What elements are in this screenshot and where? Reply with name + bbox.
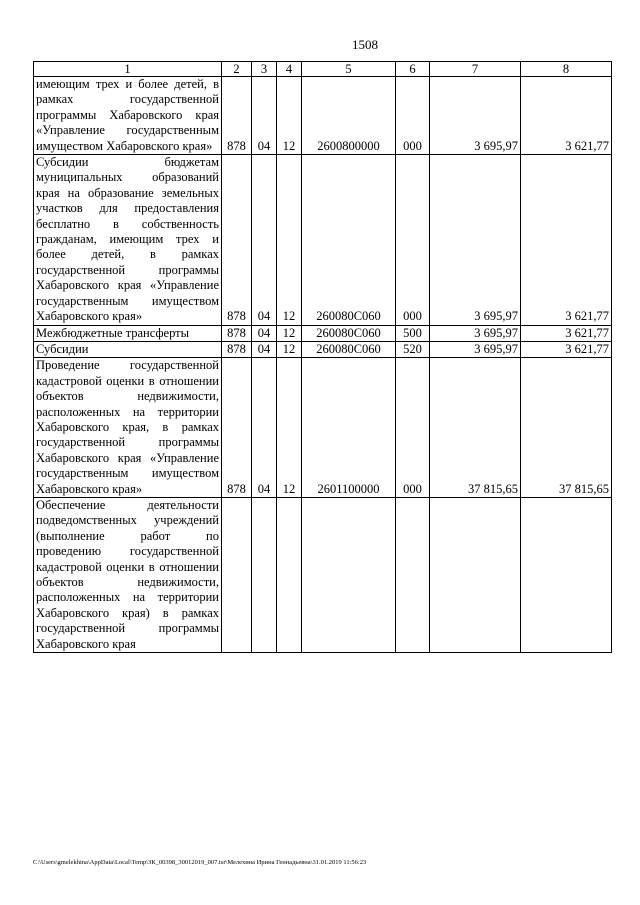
row-target-code: 260080С060: [302, 341, 396, 357]
row-code-section: [252, 497, 277, 652]
row-expense-type: [396, 497, 430, 652]
column-header: 8: [521, 62, 612, 77]
row-target-code: 260080С060: [302, 325, 396, 341]
row-target-code: 260080С060: [302, 155, 396, 325]
row-expense-type: 000: [396, 358, 430, 498]
row-code-subsection: 12: [277, 358, 302, 498]
column-header: 5: [302, 62, 396, 77]
row-target-code: 2601100000: [302, 358, 396, 498]
row-amount-2: 37 815,65: [521, 358, 612, 498]
row-code-subsection: 12: [277, 325, 302, 341]
column-header: 2: [222, 62, 252, 77]
table-row: [34, 325, 612, 341]
row-code-subsection: 12: [277, 77, 302, 155]
row-name: имеющим трех и более детей, в рамках государственной программы Хабаровского края «Управление государственным имуществом Хабаровского края»: [34, 77, 222, 155]
row-code-section: 04: [252, 341, 277, 357]
budget-table: [33, 61, 612, 653]
row-code-subsection: [277, 497, 302, 652]
row-amount-2: 3 621,77: [521, 325, 612, 341]
row-code-ministry: [222, 497, 252, 652]
table-row: [34, 341, 612, 357]
row-name: Субсидии бюджетам муниципальных образований края на образование земельных участков для предоставления бесплатно в собственность гражданам, имеющим трех и более детей, в рамках государственной программы Хабаровского края «Управление государственным имуществом Хабаровского края»: [34, 155, 222, 325]
row-name: Проведение государственной кадастровой оценки в отношении объектов недвижимости, расположенных на территории Хабаровского края, в рамках государственной программы Хабаровского края «Управление государственным имуществом Хабаровского края»: [34, 358, 222, 498]
column-header: 6: [396, 62, 430, 77]
row-amount-2: [521, 497, 612, 652]
row-expense-type: 000: [396, 77, 430, 155]
row-code-ministry: 878: [222, 325, 252, 341]
row-code-ministry: 878: [222, 155, 252, 325]
row-expense-type: 000: [396, 155, 430, 325]
column-header: 7: [430, 62, 521, 77]
row-amount-2: 3 621,77: [521, 341, 612, 357]
row-name: Обеспечение деятельности подведомственных учреждений (выполнение работ по проведению государственной кадастровой оценки в отношении объектов недвижимости, расположенных на территории Хабаровского края) в рамках государственной программы Хабаровского края: [34, 497, 222, 652]
column-header: 4: [277, 62, 302, 77]
row-expense-type: 520: [396, 341, 430, 357]
file-path-footer: C:\Users\gmelekhina\AppData\Local\Temp\ЗК_00398_30012019_007.tsr\Мелехина Ирина Геннадьевна\31.01.2019 11:56:23: [33, 859, 367, 866]
row-code-ministry: 878: [222, 358, 252, 498]
row-amount-1: 3 695,97: [430, 155, 521, 325]
row-code-subsection: 12: [277, 341, 302, 357]
row-code-section: 04: [252, 325, 277, 341]
row-code-section: 04: [252, 358, 277, 498]
row-name: Субсидии: [34, 341, 222, 357]
row-target-code: [302, 497, 396, 652]
row-code-ministry: 878: [222, 77, 252, 155]
row-expense-type: 500: [396, 325, 430, 341]
column-header: 1: [34, 62, 222, 77]
row-amount-2: 3 621,77: [521, 77, 612, 155]
table-row: [34, 77, 612, 155]
row-code-ministry: 878: [222, 341, 252, 357]
row-amount-2: 3 621,77: [521, 155, 612, 325]
column-header: 3: [252, 62, 277, 77]
table-row: [34, 155, 612, 325]
row-amount-1: [430, 497, 521, 652]
table-row: [34, 358, 612, 498]
row-amount-1: 3 695,97: [430, 77, 521, 155]
row-code-section: 04: [252, 155, 277, 325]
row-target-code: 2600800000: [302, 77, 396, 155]
page-number: 1508: [352, 37, 378, 52]
header-row: [34, 62, 612, 77]
row-code-subsection: 12: [277, 155, 302, 325]
row-amount-1: 3 695,97: [430, 341, 521, 357]
row-name: Межбюджетные трансферты: [34, 325, 222, 341]
row-amount-1: 3 695,97: [430, 325, 521, 341]
table-row: [34, 497, 612, 652]
row-amount-1: 37 815,65: [430, 358, 521, 498]
row-code-section: 04: [252, 77, 277, 155]
